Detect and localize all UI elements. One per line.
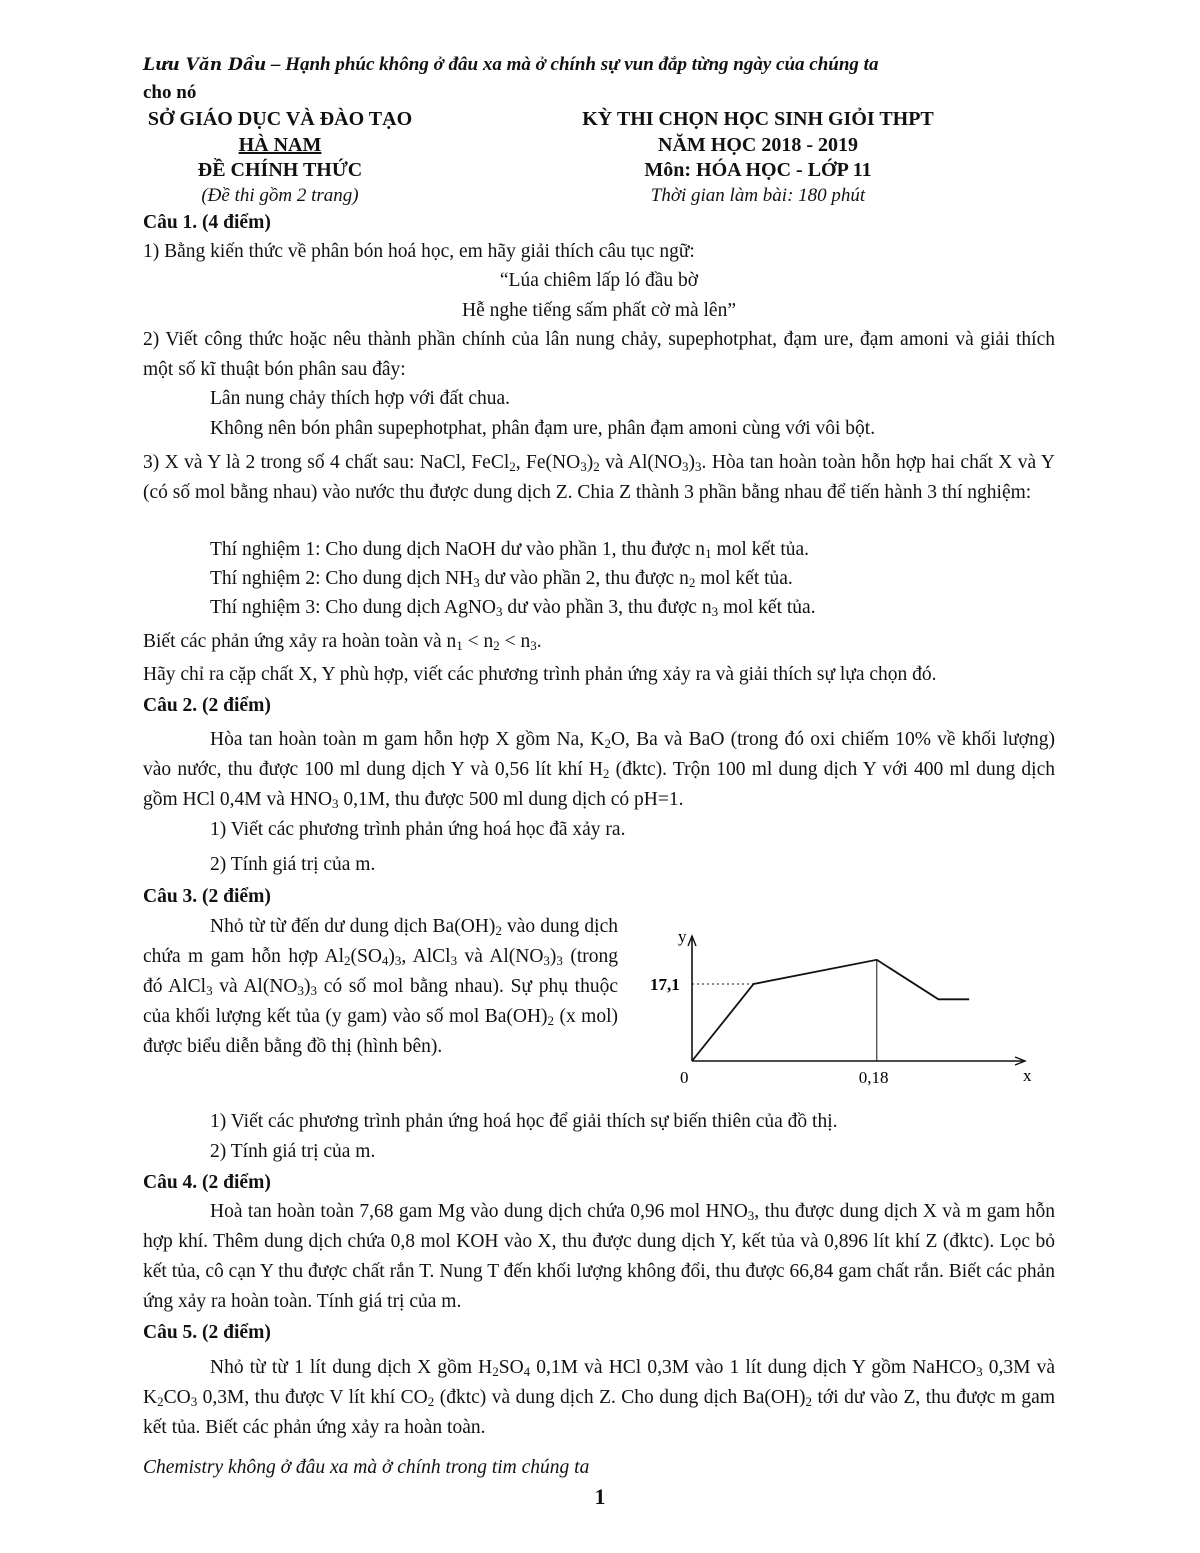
page-number: 1 [594, 1484, 606, 1509]
province-name: HÀ NAM [238, 134, 322, 156]
q1-part2: 2) Viết công thức hoặc nêu thành phần chính của lân nung chảy, supephotphat, đạm ure, đạm amoni và giải thích một số kĩ thuật bón phân sau đây: [143, 329, 1055, 380]
graph-guides [692, 960, 877, 1061]
axis-label-y: y [678, 927, 687, 946]
q5-body: Nhỏ từ từ 1 lít dung dịch X gồm $H_2SO_4$ 0,1M và HCl 0,3M vào 1 lít dung dịch Y gồm NaHCO$_3$ 0,3M và $K_2CO_3$ 0,3M, thu được V lít khí $CO_2$ (đktc) và dung dịch Z. Cho dung dịch $Ba(OH)_2$ tới dư vào Z, thu được m gam kết tủa. Biết các phản ứng xảy ra hoàn toàn. [143, 1357, 1056, 1438]
q1-proverb-line1: “Lúa chiêm lấp ló đầu bờ [499, 270, 699, 291]
q1-experiment-2: Thí nghiệm 2: Cho dung dịch $NH_3$ dư vào phần 2, thu được $n_2$ mol kết tủa. [210, 568, 793, 590]
graph-labels [650, 927, 1032, 1087]
graph-series [692, 960, 969, 1061]
tick-label-0: 0 [680, 1068, 689, 1087]
q3-ask-1: 1) Viết các phương trình phản ứng hoá học để giải thích sự biến thiên của đồ thị. [210, 1111, 838, 1132]
q4-title: Câu 4. (2 điểm) [143, 1172, 271, 1193]
graph-axes [688, 936, 1025, 1065]
header-tagline: – Hạnh phúc không ở đâu xa mà ở chính sự vun đắp từng ngày của chúng ta [266, 54, 879, 75]
q2-body: Hòa tan hoàn toàn m gam hỗn hợp X gồm Na, $K_2O$, Ba và BaO (trong đó oxi chiếm 10% về khối lượng) vào nước, thu được 100 ml dung dịch Y và 0,56 lít khí $H_2$ (đktc). Trộn 100 ml dung dịch Y với 400 ml dung dịch gồm HCl 0,4M và $HNO_3$ 0,1M, thu được 500 ml dung dịch có pH=1. [143, 729, 1055, 811]
official-label: ĐỀ CHÍNH THỨC [197, 159, 363, 181]
q1-part2-b: Không nên bón phân supephotphat, phân đạm ure, phân đạm amoni cùng với vôi bột. [210, 418, 876, 439]
series-line [692, 960, 969, 1061]
q3-body: Nhỏ từ từ đến dư dung dịch $Ba(OH)_2$ vào dung dịch chứa m gam hỗn hợp $Al_2(SO_4)_3$, AlCl$_3$ và $Al(NO_3)_3$ (trong đó AlCl$_3$ và $Al(NO_3)_3$ có số mol bằng nhau). Sự phụ thuộc của khối lượng kết tủa (y gam) vào số mol $Ba(OH)_2$ (x mol) được biểu diễn bằng đồ thị (hình bên). [143, 916, 619, 1057]
author-brand: Lưu Văn Dầu [143, 55, 267, 75]
q3-ask-2: 2) Tính giá trị của m. [210, 1141, 376, 1162]
footer-slogan: Chemistry không ở đâu xa mà ở chính trong tim chúng ta [143, 1457, 590, 1478]
q1-part2-a: Lân nung chảy thích hợp với đất chua. [210, 388, 511, 409]
q1-proverb-line2: Hễ nghe tiếng sấm phất cờ mà lên” [461, 300, 736, 321]
tick-label-0-18: 0,18 [858, 1068, 889, 1087]
q1-experiment-1: Thí nghiệm 1: Cho dung dịch NaOH dư vào phần 1, thu được $n_1$ mol kết tủa. [210, 539, 810, 561]
q1-part3: 3) X và Y là 2 trong số 4 chất sau: NaCl, FeCl$_2$, $Fe(NO_3)_2$ và $Al(NO_3)_3$. Hòa tan hoàn toàn hỗn hợp hai chất X và Y (có số mol bằng nhau) vào nước thu được dung dịch Z. Chia Z thành 3 phần bằng nhau để tiến hành 3 thí nghiệm: [143, 452, 1055, 503]
header-tagline-cont: cho nó [143, 82, 197, 103]
time-limit: Thời gian làm bài: 180 phút [650, 185, 866, 206]
header-banner [143, 50, 878, 80]
q3-graph [640, 918, 1060, 1098]
q1-part1: 1) Bằng kiến thức về phân bón hoá học, em hãy giải thích câu tục ngữ: [143, 241, 695, 262]
dept-name: SỞ GIÁO DỤC VÀ ĐÀO TẠO [147, 108, 413, 130]
q4-body: Hoà tan hoàn toàn 7,68 gam Mg vào dung dịch chứa 0,96 mol $HNO_3$, thu được dung dịch X và m gam hỗn hợp khí. Thêm dung dịch chứa 0,8 mol KOH vào X, thu được dung dịch Y, kết tủa và 0,896 lít khí Z (đktc). Lọc bỏ kết tủa, cô cạn Y thu được chất rắn T. Nung T đến khối lượng không đổi, thu được 66,84 gam chất rắn. Biết các phản ứng xảy ra hoàn toàn. Tính giá trị của m. [143, 1201, 1055, 1312]
axis-label-x: x [1023, 1066, 1032, 1085]
school-year: NĂM HỌC 2018 - 2019 [658, 134, 858, 156]
q3-title: Câu 3. (2 điểm) [143, 886, 271, 907]
page-count-note: (Đề thi gồm 2 trang) [201, 185, 359, 206]
q1-condition: Biết các phản ứng xảy ra hoàn toàn và $n_1 < n_2 < n_3$. [143, 631, 542, 653]
q1-experiment-3: Thí nghiệm 3: Cho dung dịch AgNO$_3$ dư vào phần 3, thu được $n_3$ mol kết tủa. [210, 597, 816, 619]
subject: Môn: HÓA HỌC - LỚP 11 [644, 159, 872, 181]
tick-label-17-1: 17,1 [650, 975, 680, 995]
q2-ask-2: 2) Tính giá trị của m. [210, 854, 376, 875]
q1-title: Câu 1. (4 điểm) [143, 212, 271, 233]
q2-ask-1: 1) Viết các phương trình phản ứng hoá học đã xảy ra. [210, 819, 626, 840]
q1-ask: Hãy chỉ ra cặp chất X, Y phù hợp, viết các phương trình phản ứng xảy ra và giải thích sự lựa chọn đó. [143, 664, 937, 685]
q5-title: Câu 5. (2 điểm) [143, 1322, 271, 1343]
q2-title: Câu 2. (2 điểm) [143, 695, 271, 716]
exam-name: KỲ THI CHỌN HỌC SINH GIỎI THPT [582, 108, 934, 130]
